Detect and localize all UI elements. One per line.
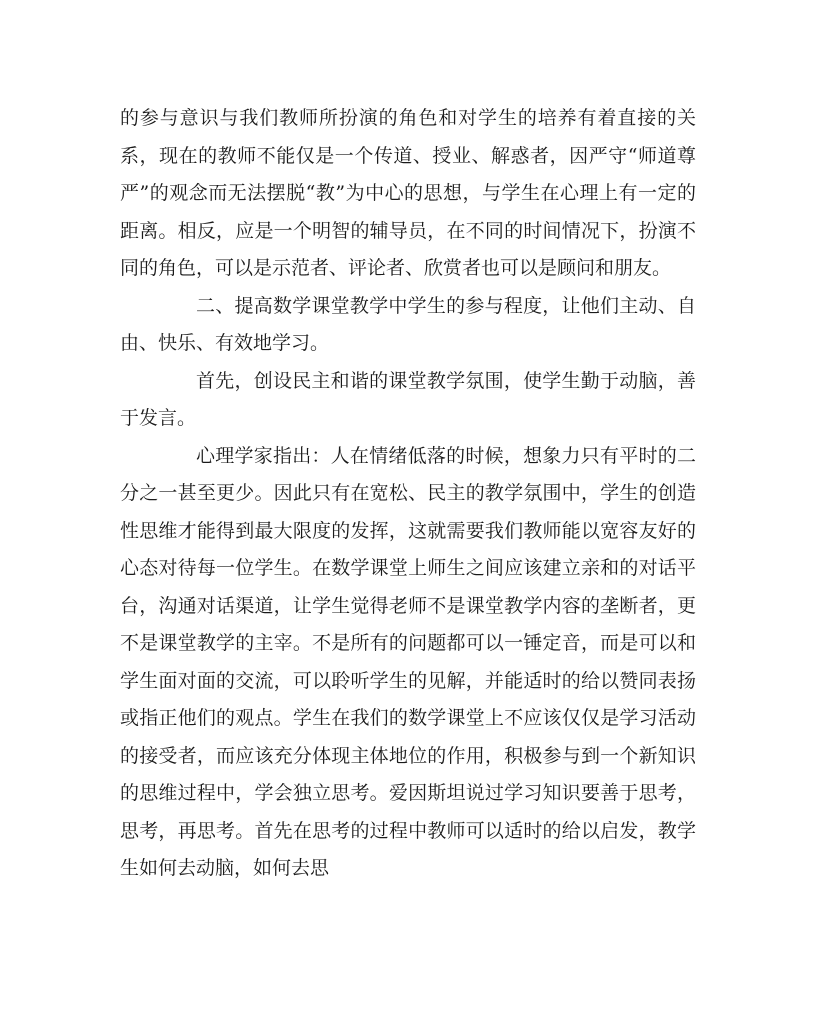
paragraph-3: 首先，创设民主和谐的课堂教学氛围，使学生勤于动脑，善于发言。 [120,369,696,429]
document-body [120,100,696,888]
paragraph-2-heading: 二、提高数学课堂教学中学生的参与程度，让他们主动、自由、快乐、有效地学习。 [120,294,696,354]
paragraph-4: 心理学家指出：人在情绪低落的时候，想象力只有平时的二分之一甚至更少。因此只有在宽松、民主的教学氛围中，学生的创造性思维才能得到最大限度的发挥，这就需要我们教师能以宽容友好的心态对待每一位学生。在数学课堂上师生之间应该建立亲和的对话平台，沟通对话渠道，让学生觉得老师不是课堂教学内容的垄断者，更不是课堂教学的主宰。不是所有的问题都可以一锤定音，而是可以和学生面对面的交流，可以聆听学生的见解，并能适时的给以赞同表扬或指正他们的观点。学生在我们的数学课堂上不应该仅仅是学习活动的接受者，而应该充分体现主体地位的作用，积极参与到一个新知识的思维过程中，学会独立思考。爱因斯坦说过学习知识要善于思考，思考，再思考。首先在思考的过程中教师可以适时的给以启发，教学生如何去动脑，如何去思 [120,444,696,879]
paragraph-1: 的参与意识与我们教师所扮演的角色和对学生的培养有着直接的关系，现在的教师不能仅是一个传道、授业、解惑者，因严守“师道尊严”的观念而无法摆脱“教”为中心的思想，与学生在心理上有一定的距离。相反，应是一个明智的辅导员，在不同的时间情况下，扮演不同的角色，可以是示范者、评论者、欣赏者也可以是顾问和朋友。 [120,107,696,279]
